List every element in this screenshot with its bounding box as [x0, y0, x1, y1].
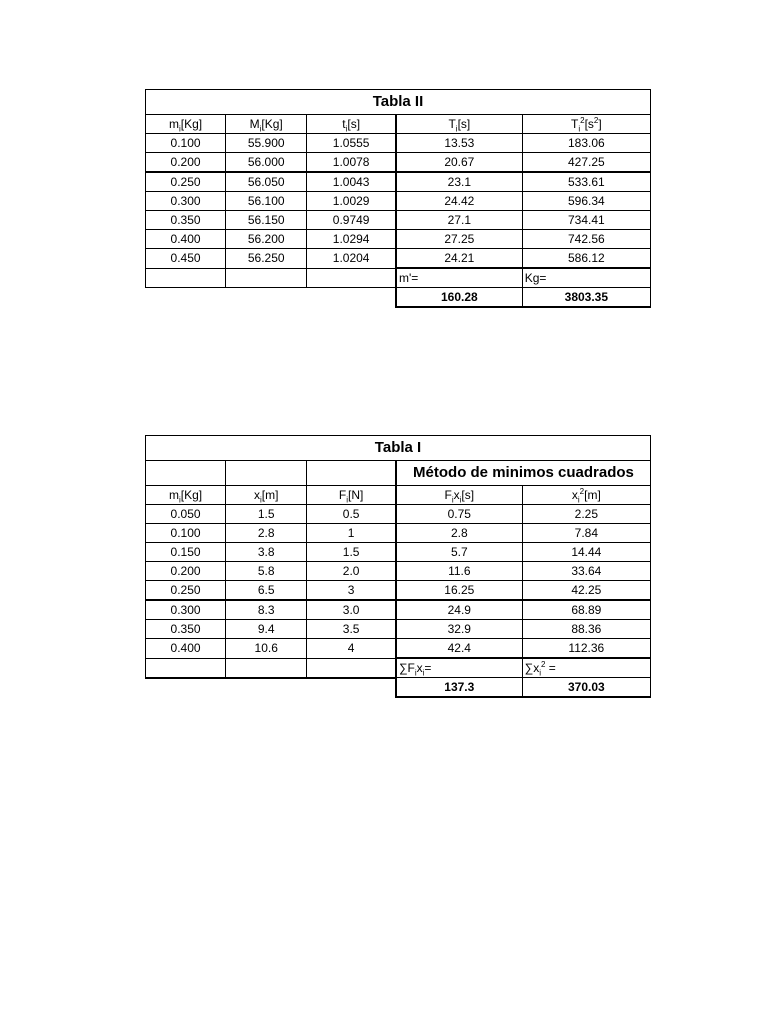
table-cell: 8.3: [226, 600, 307, 620]
table-cell: 11.6: [396, 562, 522, 581]
table-cell: 7.84: [522, 524, 650, 543]
table-cell: 0.9749: [307, 211, 396, 230]
label-kg: Kg=: [522, 268, 650, 288]
sum-m-prime: 160.28: [396, 288, 522, 308]
table-cell: 183.06: [522, 134, 650, 153]
table-cell: 0.250: [146, 581, 226, 601]
label-sum-x2: $\sum x_i^2$ =: [522, 658, 650, 678]
table-cell: 20.67: [396, 153, 522, 173]
label-m-prime: m'=: [396, 268, 522, 288]
table-cell: 596.34: [522, 192, 650, 211]
header-xi-m: $x_i[m]$: [226, 486, 307, 505]
header-xi2-m: $x_i^2[m]$: [522, 486, 650, 505]
table-cell: 24.42: [396, 192, 522, 211]
table-row: [146, 543, 651, 562]
table-cell: 5.8: [226, 562, 307, 581]
table-cell: 56.150: [226, 211, 307, 230]
tabla-ii-header-row: [146, 115, 651, 134]
table-cell: 2.8: [396, 524, 522, 543]
table-cell: 0.200: [146, 562, 226, 581]
table-cell: 3.5: [307, 620, 396, 639]
table-row: [146, 192, 651, 211]
header-Ti2-s2: $T_i^2[s^2]$: [522, 115, 650, 134]
table-cell: 0.150: [146, 543, 226, 562]
table-cell: 0.250: [146, 172, 226, 192]
table-row: [146, 562, 651, 581]
table-cell: 14.44: [522, 543, 650, 562]
tabla-ii: [145, 89, 651, 308]
table-cell: 56.200: [226, 230, 307, 249]
table-cell: 0.100: [146, 524, 226, 543]
table-cell: 55.900: [226, 134, 307, 153]
table-cell: 68.89: [522, 600, 650, 620]
table-cell: 112.36: [522, 639, 650, 659]
table-cell: 1: [307, 524, 396, 543]
table-cell: 5.7: [396, 543, 522, 562]
table-cell: 56.050: [226, 172, 307, 192]
tabla-ii-sum-row: [146, 288, 651, 308]
table-cell: 24.21: [396, 249, 522, 269]
label-sum-fx: $\sum F_ix_i=$: [396, 658, 522, 678]
header-mi-kg: $m_i[Kg]$: [146, 486, 226, 505]
table-cell: 9.4: [226, 620, 307, 639]
table-cell: 1.5: [226, 505, 307, 524]
table-row: [146, 639, 651, 659]
tabla-ii-title: Tabla II: [146, 90, 651, 115]
table-cell: 23.1: [396, 172, 522, 192]
table-cell: 0.400: [146, 230, 226, 249]
header-ti-s: $t_i[s]$: [307, 115, 396, 134]
table-cell: 0.050: [146, 505, 226, 524]
header-Fixi-s: $F_ix_i[s]$: [396, 486, 522, 505]
table-cell: 3.0: [307, 600, 396, 620]
tabla-i-label-row: [146, 658, 651, 678]
table-row: [146, 620, 651, 639]
table-cell: 1.0555: [307, 134, 396, 153]
table-cell: 586.12: [522, 249, 650, 269]
header-mi-kg: $m_i[Kg]$: [146, 115, 226, 134]
table-cell: 6.5: [226, 581, 307, 601]
table-cell: 1.0204: [307, 249, 396, 269]
sum-x2: 370.03: [522, 678, 650, 698]
table-cell: 0.400: [146, 639, 226, 659]
table-cell: 734.41: [522, 211, 650, 230]
table-row: [146, 230, 651, 249]
table-row: [146, 211, 651, 230]
table-cell: 56.100: [226, 192, 307, 211]
table-cell: 0.5: [307, 505, 396, 524]
header-Mi-kg: $M_i[Kg]$: [226, 115, 307, 134]
table-cell: 0.300: [146, 600, 226, 620]
table-cell: 33.64: [522, 562, 650, 581]
table-row: [146, 172, 651, 192]
table-cell: 24.9: [396, 600, 522, 620]
table-cell: 88.36: [522, 620, 650, 639]
table-cell: 1.0043: [307, 172, 396, 192]
table-cell: 0.350: [146, 620, 226, 639]
sum-kg: 3803.35: [522, 288, 650, 308]
table-cell: 42.25: [522, 581, 650, 601]
tabla-i: [145, 435, 651, 698]
table-cell: 32.9: [396, 620, 522, 639]
table-cell: 56.250: [226, 249, 307, 269]
tabla-i-title: Tabla I: [146, 436, 651, 461]
table-row: [146, 249, 651, 269]
table-cell: 16.25: [396, 581, 522, 601]
table-row: [146, 153, 651, 173]
header-Ti-s: $T_i[s]$: [396, 115, 522, 134]
table-cell: 0.75: [396, 505, 522, 524]
table-cell: 742.56: [522, 230, 650, 249]
tabla-i-subtitle: Método de minimos cuadrados: [396, 461, 651, 486]
table-cell: 0.450: [146, 249, 226, 269]
table-cell: 1.0029: [307, 192, 396, 211]
table-cell: 1.0078: [307, 153, 396, 173]
table-cell: 1.5: [307, 543, 396, 562]
tabla-i-sum-row: [146, 678, 651, 698]
table-cell: 27.25: [396, 230, 522, 249]
table-cell: 0.350: [146, 211, 226, 230]
table-cell: 2.8: [226, 524, 307, 543]
table-cell: 3.8: [226, 543, 307, 562]
table-row: [146, 600, 651, 620]
table-cell: 10.6: [226, 639, 307, 659]
table-cell: 0.200: [146, 153, 226, 173]
sum-fx: 137.3: [396, 678, 522, 698]
table-cell: 3: [307, 581, 396, 601]
table-cell: 427.25: [522, 153, 650, 173]
table-cell: 0.100: [146, 134, 226, 153]
table-cell: 2.25: [522, 505, 650, 524]
header-Fi-N: $F_i[N]$: [307, 486, 396, 505]
table-cell: 13.53: [396, 134, 522, 153]
table-cell: 56.000: [226, 153, 307, 173]
table-cell: 1.0294: [307, 230, 396, 249]
table-row: [146, 134, 651, 153]
table-cell: 42.4: [396, 639, 522, 659]
table-cell: 0.300: [146, 192, 226, 211]
table-row: [146, 581, 651, 601]
tabla-i-header-row: [146, 486, 651, 505]
table-cell: 533.61: [522, 172, 650, 192]
tabla-ii-label-row: [146, 268, 651, 288]
table-row: [146, 505, 651, 524]
table-cell: 2.0: [307, 562, 396, 581]
table-cell: 4: [307, 639, 396, 659]
table-cell: 27.1: [396, 211, 522, 230]
table-row: [146, 524, 651, 543]
